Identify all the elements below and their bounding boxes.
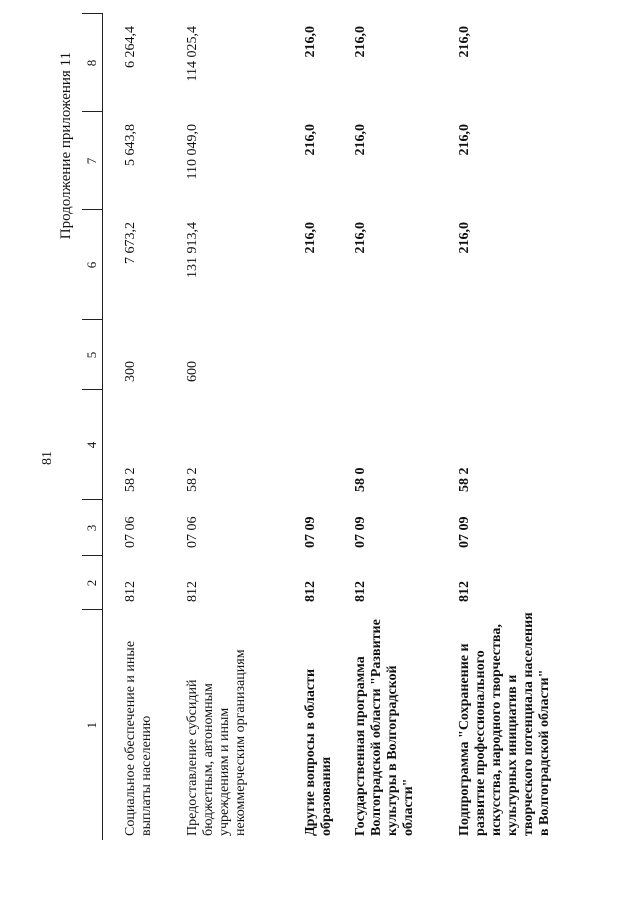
amount-col-6: 7 673,2 — [123, 222, 138, 264]
header-col-8: 8 — [82, 14, 103, 112]
section-code: 07 09 — [303, 516, 318, 548]
target-article-code: 58 2 — [185, 467, 200, 492]
header-col-3: 3 — [82, 500, 103, 556]
expense-type-code — [457, 320, 587, 390]
table-row — [103, 14, 186, 840]
row-name: Другие вопросы в области образования — [303, 668, 334, 836]
target-article-code: 58 0 — [353, 467, 368, 492]
amount-col-6: 216,0 — [457, 222, 472, 254]
section-code: 07 06 — [123, 516, 138, 548]
table-row — [353, 14, 457, 840]
header-col-6: 6 — [82, 210, 103, 320]
section-code: 07 09 — [353, 516, 368, 548]
amount-col-8: 216,0 — [303, 26, 318, 58]
page-number: 81 — [40, 451, 55, 465]
section-code: 07 06 — [185, 516, 200, 548]
header-col-4: 4 — [82, 390, 103, 500]
appendix-continuation-note: Продолжение приложения 11 — [58, 52, 74, 240]
target-article-code — [303, 390, 353, 500]
budget-table — [82, 14, 587, 841]
amount-col-7: 216,0 — [457, 124, 472, 156]
amount-col-6: 216,0 — [353, 222, 368, 254]
ministry-code: 812 — [185, 581, 200, 602]
expense-type-code — [353, 320, 457, 390]
header-row — [82, 14, 103, 840]
amount-col-7: 216,0 — [303, 124, 318, 156]
amount-col-8: 6 264,4 — [123, 26, 138, 68]
row-name: Государственная программа Волгоградской области "Развитие культуры в Волгоградской области" — [353, 619, 416, 836]
row-name: Подпрограмма "Сохранение и развитие профессионального искусства, народного творчества, культурных инициатив и творческого потенциала населения в Волгоградской области" — [457, 612, 552, 836]
table-row — [303, 14, 353, 840]
target-article-code: 58 2 — [457, 467, 472, 492]
section-code: 07 09 — [457, 516, 472, 548]
amount-col-8: 114 025,4 — [185, 26, 200, 82]
expense-type-code — [303, 320, 353, 390]
row-name: Предоставление субсидий бюджетным, автономным учреждениям и иным некоммерческим организациям — [185, 649, 248, 836]
amount-col-8: 216,0 — [457, 26, 472, 58]
expense-type-code: 300 — [123, 361, 138, 382]
expense-type-code: 600 — [185, 361, 200, 382]
ministry-code: 812 — [457, 581, 472, 602]
ministry-code: 812 — [353, 581, 368, 602]
amount-col-6: 131 913,4 — [185, 222, 200, 278]
amount-col-7: 216,0 — [353, 124, 368, 156]
amount-col-8: 216,0 — [353, 26, 368, 58]
header-col-2: 2 — [82, 556, 103, 610]
header-col-7: 7 — [82, 112, 103, 210]
target-article-code: 58 2 — [123, 467, 138, 492]
table-row — [457, 14, 587, 840]
table-header — [82, 14, 103, 840]
ministry-code: 812 — [123, 581, 138, 602]
header-col-1: 1 — [82, 610, 103, 840]
table-row — [185, 14, 303, 840]
ministry-code: 812 — [303, 581, 318, 602]
table-body — [103, 14, 588, 840]
amount-col-6: 216,0 — [303, 222, 318, 254]
amount-col-7: 110 049,0 — [185, 124, 200, 180]
amount-col-7: 5 643,8 — [123, 124, 138, 166]
header-col-5: 5 — [82, 320, 103, 390]
row-name: Социальное обеспечение и иные выплаты населению — [123, 640, 154, 836]
